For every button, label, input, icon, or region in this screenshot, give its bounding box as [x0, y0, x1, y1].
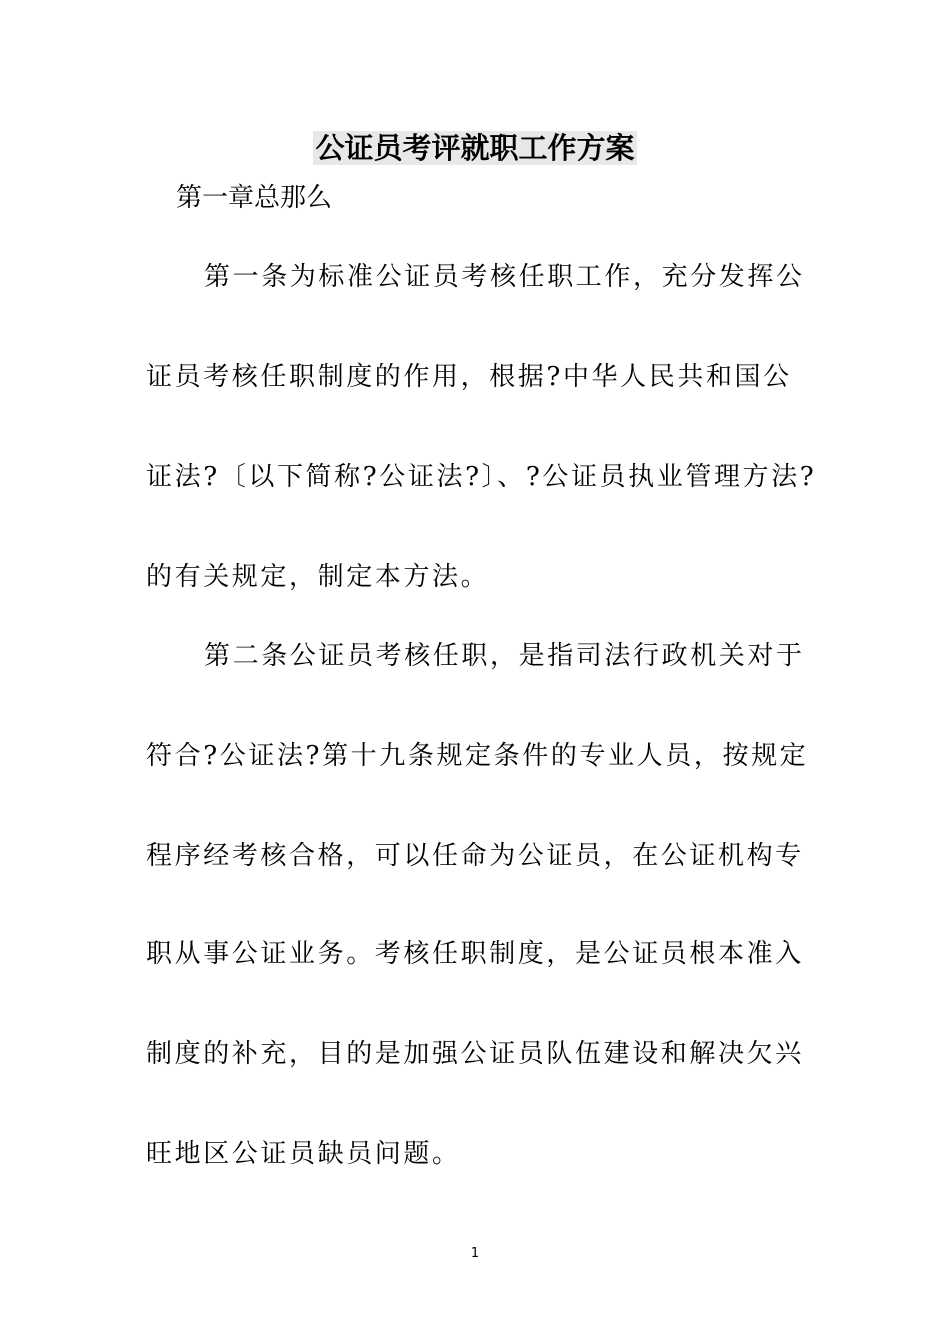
paragraph-line: 制度的补充，目的是加强公证员队伍建设和解决欠兴 [146, 1039, 804, 1069]
paragraph-line: 证员考核任职制度的作用，根据?中华人民共和国公 [146, 362, 792, 392]
paragraph-line: 证法?〔以下简称?公证法?〕、?公证员执业管理方法? [146, 462, 817, 492]
chapter-heading: 第一章总那么 [176, 183, 333, 213]
page-number: 1 [470, 1246, 480, 1261]
document-title [0, 128, 950, 168]
paragraph-line: 的有关规定，制定本方法。 [146, 562, 490, 592]
paragraph-line: 旺地区公证员缺员问题。 [146, 1139, 461, 1169]
paragraph-line: 职从事公证业务。考核任职制度，是公证员根本准入 [146, 939, 804, 969]
paragraph-line: 程序经考核合格，可以任命为公证员，在公证机构专 [146, 841, 804, 871]
paragraph-line: 符合?公证法?第十九条规定条件的专业人员，按规定 [146, 741, 809, 771]
document-title-text: 公证员考评就职工作方案 [315, 131, 635, 165]
paragraph-line: 第一条为标准公证员考核任职工作，充分发挥公 [204, 262, 805, 292]
paragraph-line: 第二条公证员考核任职，是指司法行政机关对于 [204, 641, 805, 671]
